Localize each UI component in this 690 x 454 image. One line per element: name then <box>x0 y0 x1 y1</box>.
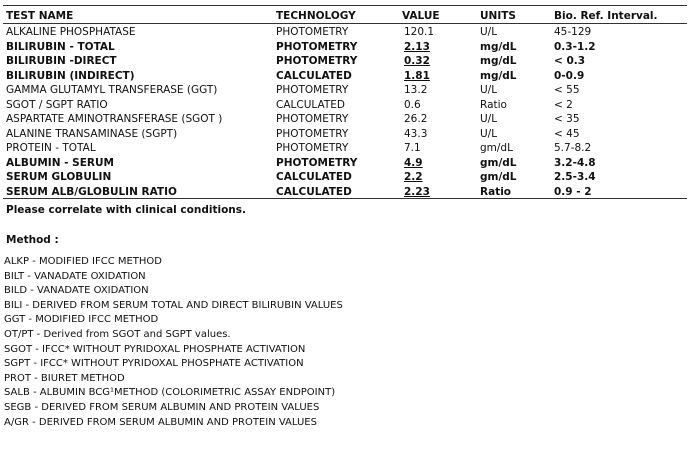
clinical-note: Please correlate with clinical conditions. <box>6 204 247 216</box>
technology-cell: PHOTOMETRY <box>276 55 358 67</box>
technology-cell: CALCULATED <box>276 171 352 183</box>
units-cell: U/L <box>480 127 498 140</box>
units-cell: Ratio <box>480 98 507 111</box>
value-cell: 2.23 <box>404 185 430 198</box>
test-name-cell: ALKALINE PHOSPHATASE <box>6 26 136 38</box>
technology-cell: PHOTOMETRY <box>276 156 358 169</box>
test-name-cell: PROTEIN - TOTAL <box>6 142 96 154</box>
units-cell: gm/dL <box>480 142 513 154</box>
units-cell: gm/dL <box>480 156 517 169</box>
col-technology: TECHNOLOGY <box>276 10 356 22</box>
value-cell: 1.81 <box>404 69 430 82</box>
value-cell: 2.13 <box>404 40 430 53</box>
technology-cell: PHOTOMETRY <box>276 26 349 38</box>
table-header <box>0 9 690 23</box>
ref-interval-cell: < 2 <box>554 98 573 111</box>
units-cell: mg/dL <box>480 69 517 82</box>
units-cell: U/L <box>480 113 498 125</box>
value-cell: 120.1 <box>404 26 435 38</box>
method-line: BILI - DERIVED FROM SERUM TOTAL AND DIRECT BILIRUBIN VALUES <box>4 299 343 311</box>
table-row <box>0 25 690 39</box>
test-name-cell: BILIRUBIN (INDIRECT) <box>6 69 135 82</box>
units-cell: U/L <box>480 26 498 38</box>
method-line: GGT - MODIFIED IFCC METHOD <box>4 314 159 326</box>
table-row <box>0 185 690 199</box>
method-line: PROT - BIURET METHOD <box>4 372 125 384</box>
ref-interval-cell: < 35 <box>554 113 580 125</box>
value-cell: 7.1 <box>404 142 421 154</box>
method-line: SALB - ALBUMIN BCG¹METHOD (COLORIMETRIC ASSAY ENDPOINT) <box>4 387 336 399</box>
technology-cell: PHOTOMETRY <box>276 40 358 53</box>
value-cell: 0.6 <box>404 98 421 111</box>
table-row <box>0 156 690 170</box>
ref-interval-cell: 0-0.9 <box>554 69 585 82</box>
technology-cell: PHOTOMETRY <box>276 127 349 140</box>
table-row <box>0 83 690 97</box>
col-ref-interval: Bio. Ref. Interval. <box>554 10 658 22</box>
value-cell: 26.2 <box>404 113 428 125</box>
units-cell: mg/dL <box>480 40 517 53</box>
method-line: ALKP - MODIFIED IFCC METHOD <box>4 256 163 267</box>
header-bottom-rule <box>3 23 687 24</box>
col-test-name: TEST NAME <box>6 10 74 22</box>
table-row <box>0 98 690 112</box>
technology-cell: PHOTOMETRY <box>276 113 349 125</box>
test-name-cell: BILIRUBIN - TOTAL <box>6 40 115 53</box>
test-name-cell: GAMMA GLUTAMYL TRANSFERASE (GGT) <box>6 84 218 96</box>
table-row <box>0 127 690 141</box>
ref-interval-cell: < 0.3 <box>554 55 586 67</box>
col-value: VALUE <box>402 10 440 22</box>
ref-interval-cell: < 45 <box>554 127 580 140</box>
ref-interval-cell: 2.5-3.4 <box>554 171 596 183</box>
method-line: SEGB - DERIVED FROM SERUM ALBUMIN AND PROTEIN VALUES <box>4 402 320 413</box>
test-name-cell: ALBUMIN - SERUM <box>6 156 114 169</box>
technology-cell: PHOTOMETRY <box>276 142 349 154</box>
test-name-cell: SERUM ALB/GLOBULIN RATIO <box>6 185 177 198</box>
technology-cell: CALCULATED <box>276 69 352 82</box>
table-row <box>0 54 690 68</box>
ref-interval-cell: 5.7-8.2 <box>554 142 592 154</box>
units-cell: mg/dL <box>480 55 517 67</box>
table-bottom-rule <box>3 198 687 199</box>
method-line: BILT - VANADATE OXIDATION <box>4 270 146 282</box>
test-name-cell: ALANINE TRANSAMINASE (SGPT) <box>6 127 178 140</box>
technology-cell: PHOTOMETRY <box>276 84 349 96</box>
table-row <box>0 112 690 126</box>
table-row <box>0 141 690 155</box>
col-units: UNITS <box>480 10 516 22</box>
method-line: A/GR - DERIVED FROM SERUM ALBUMIN AND PROTEIN VALUES <box>4 416 317 428</box>
value-cell: 13.2 <box>404 84 428 96</box>
ref-interval-cell: < 55 <box>554 84 580 96</box>
value-cell: 43.3 <box>404 127 428 140</box>
method-line: BILD - VANADATE OXIDATION <box>4 285 149 297</box>
value-cell: 4.9 <box>404 156 423 169</box>
table-row <box>0 170 690 184</box>
technology-cell: CALCULATED <box>276 98 345 111</box>
ref-interval-cell: 45-129 <box>554 26 592 38</box>
table-row <box>0 40 690 54</box>
method-line: OT/PT - Derived from SGOT and SGPT values. <box>4 329 231 340</box>
test-name-cell: BILIRUBIN -DIRECT <box>6 55 117 67</box>
technology-cell: CALCULATED <box>276 185 352 198</box>
method-title: Method : <box>6 234 59 246</box>
table-row <box>0 69 690 83</box>
test-name-cell: SGOT / SGPT RATIO <box>6 98 108 111</box>
ref-interval-cell: 0.9 - 2 <box>554 185 592 198</box>
units-cell: gm/dL <box>480 171 517 183</box>
units-cell: U/L <box>480 84 498 96</box>
test-name-cell: SERUM GLOBULIN <box>6 171 112 183</box>
test-name-cell: ASPARTATE AMINOTRANSFERASE (SGOT ) <box>6 113 223 125</box>
ref-interval-cell: 3.2-4.8 <box>554 156 596 169</box>
ref-interval-cell: 0.3-1.2 <box>554 40 596 53</box>
method-line: SGPT - IFCC* WITHOUT PYRIDOXAL PHOSPHATE ACTIVATION <box>4 358 304 370</box>
value-cell: 0.32 <box>404 55 430 67</box>
units-cell: Ratio <box>480 185 512 198</box>
value-cell: 2.2 <box>404 171 423 183</box>
header-top-rule <box>3 5 687 6</box>
method-line: SGOT - IFCC* WITHOUT PYRIDOXAL PHOSPHATE ACTIVATION <box>4 343 306 355</box>
